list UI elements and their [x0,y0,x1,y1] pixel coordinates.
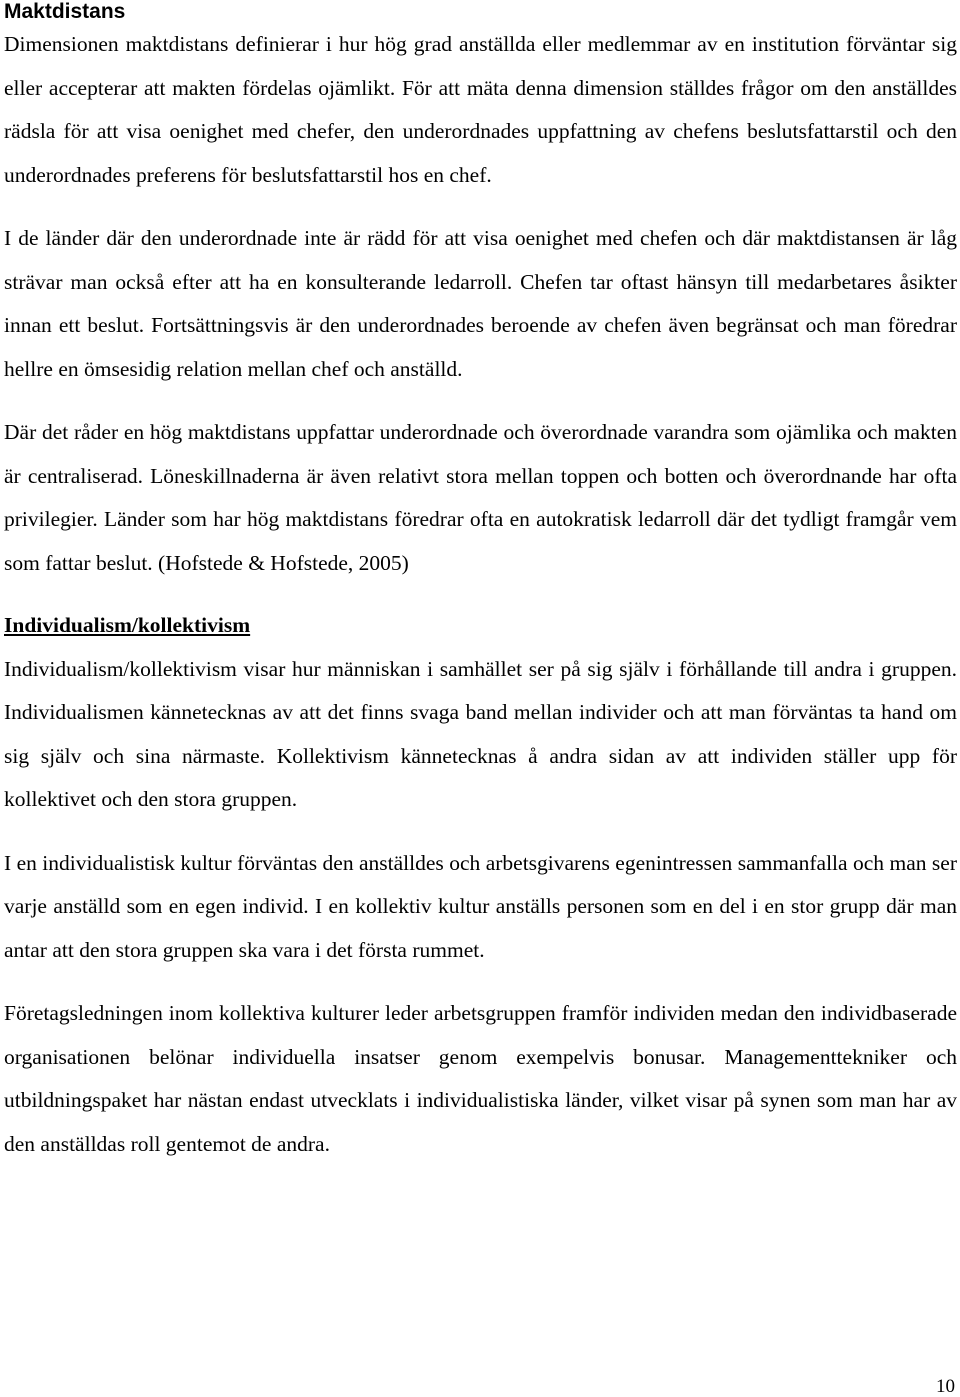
section-heading-maktdistans: Maktdistans [4,0,126,23]
paragraph: Där det råder en hög maktdistans uppfattar underordnade och överordnade varandra som ojämlika och makten är centraliserad. Löneskillnaderna är även relativt stora mellan toppen och botten och överordnande har ofta privilegier. Länder som har hög maktdistans föredrar ofta en autokratisk ledarroll där det tydligt framgår vem som fattar beslut. (Hofstede & Hofstede, 2005) [4,420,957,575]
section-heading-individualism: Individualism/kollektivism [4,613,251,637]
paragraph: Dimensionen maktdistans definierar i hur hög grad anställda eller medlemmar av en institution förväntar sig eller accepterar att makten fördelas ojämlikt. För att mäta denna dimension ställdes frågor om den anställdes rädsla för att visa oenighet med chefer, den underordnades uppfattning av chefens beslutsfattarstil och den underordnades preferens för beslutsfattarstil hos en chef. [4,32,957,187]
paragraph: I de länder där den underordnade inte är rädd för att visa oenighet med chefen och där maktdistansen är låg strävar man också efter att ha en konsulterande ledarroll. Chefen tar oftast hänsyn till medarbetares åsikter innan ett beslut. Fortsättningsvis är den underordnades beroende av chefen även begränsat och man föredrar hellre en ömsesidig relation mellan chef och anställd. [4,226,957,381]
paragraph: Individualism/kollektivism visar hur människan i samhället ser på sig själv i förhållande till andra i gruppen. Individualismen kännetecknas av att det finns svaga band mellan individer och att man förväntas ta hand om sig själv och sina närmaste. Kollektivism kännetecknas å andra sidan av att individen ställer upp för kollektivet och den stora gruppen. [4,656,957,811]
paragraph: I en individualistisk kultur förväntas den anställdes och arbetsgivarens egenintressen sammanfalla och man ser varje anställd som en egen individ. I en kollektiv kultur anställs personen som en del i en stor grupp där man antar att den stora gruppen ska vara i det första rummet. [4,850,957,962]
page-number: 10 [936,1376,955,1397]
paragraph: Företagsledningen inom kollektiva kulturer leder arbetsgruppen framför individen medan den individbaserade organisationen belönar individuella insatser genom exempelvis bonusar. Managementtekniker och utbildningspaket har nästan endast utvecklats i individualistiska länder, vilket visar på synen som man har av den anställdas roll gentemot de andra. [4,1001,957,1156]
document-page [4,0,957,1166]
